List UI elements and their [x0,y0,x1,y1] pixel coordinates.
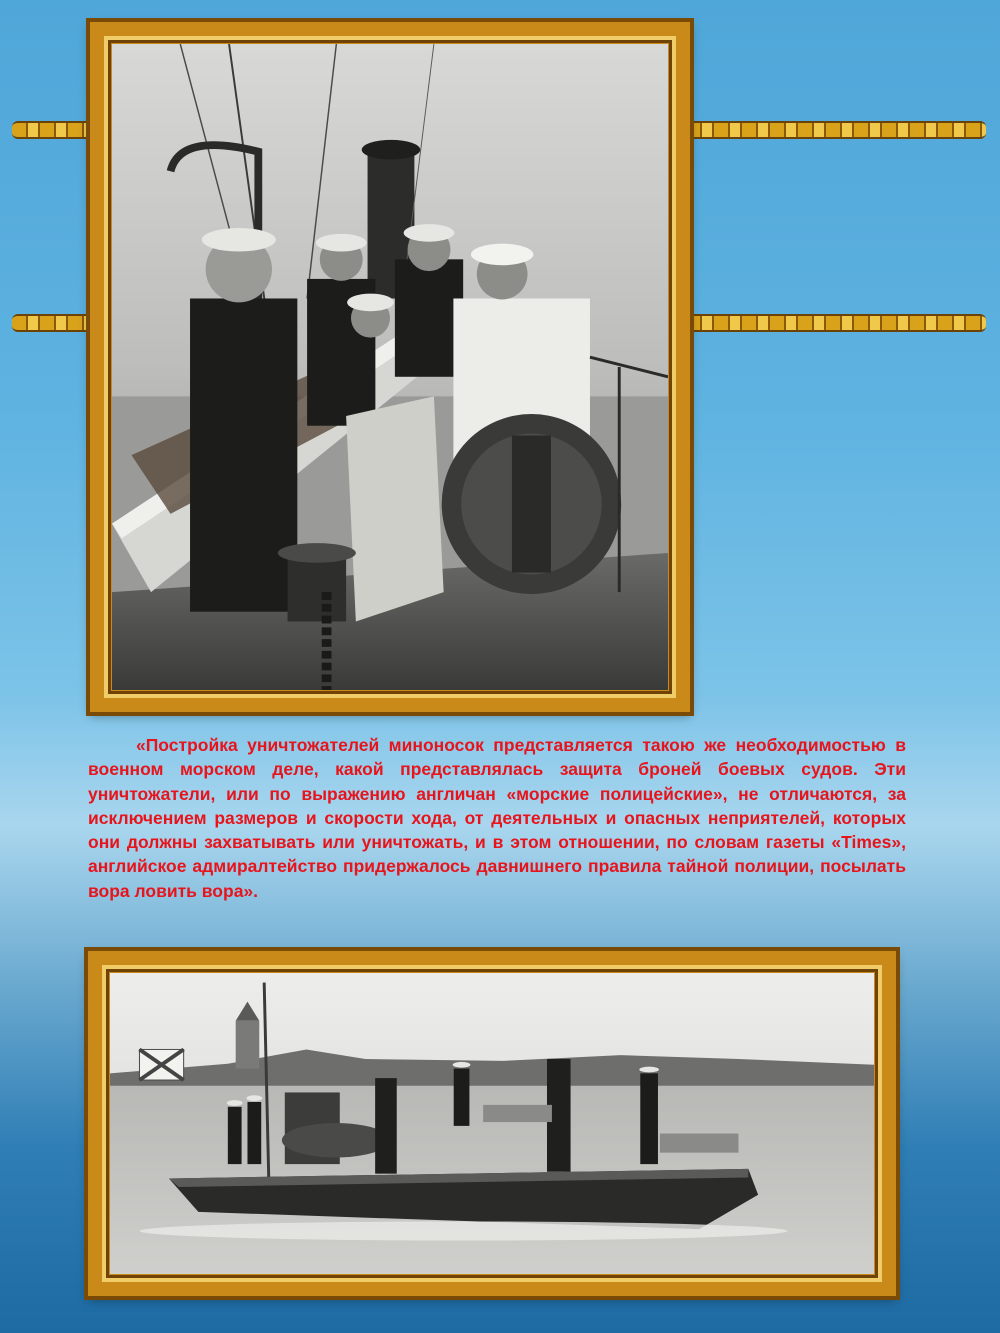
torpedo-boat-photo [110,973,874,1274]
sailors-torpedo-photo [112,44,668,690]
bottom-photo-frame [88,951,896,1296]
chain-decoration-right-top [686,121,986,139]
top-photo-frame [90,22,690,712]
quotation-paragraph: «Постройка уничтожателей миноносок представляется такою же необходимостью в военном морском деле, какой представлялась защита броней боевых судов. Эти уничтожатели, или по выражению англичан «морские полицейские», не отличаются, за исключением размеров и скорости хода, от деятельных и опасных неприятелей, которых они должны захватывать или уничтожать, и в этом отношении, по словам газеты «Times», английское адмиралтейство придержалось давнишнего правила тайной полиции, посылать вора ловить вора». [88,735,906,901]
chain-decoration-right-mid [686,314,986,332]
chain-decoration-left-top [12,121,94,139]
chain-decoration-left-mid [12,314,94,332]
